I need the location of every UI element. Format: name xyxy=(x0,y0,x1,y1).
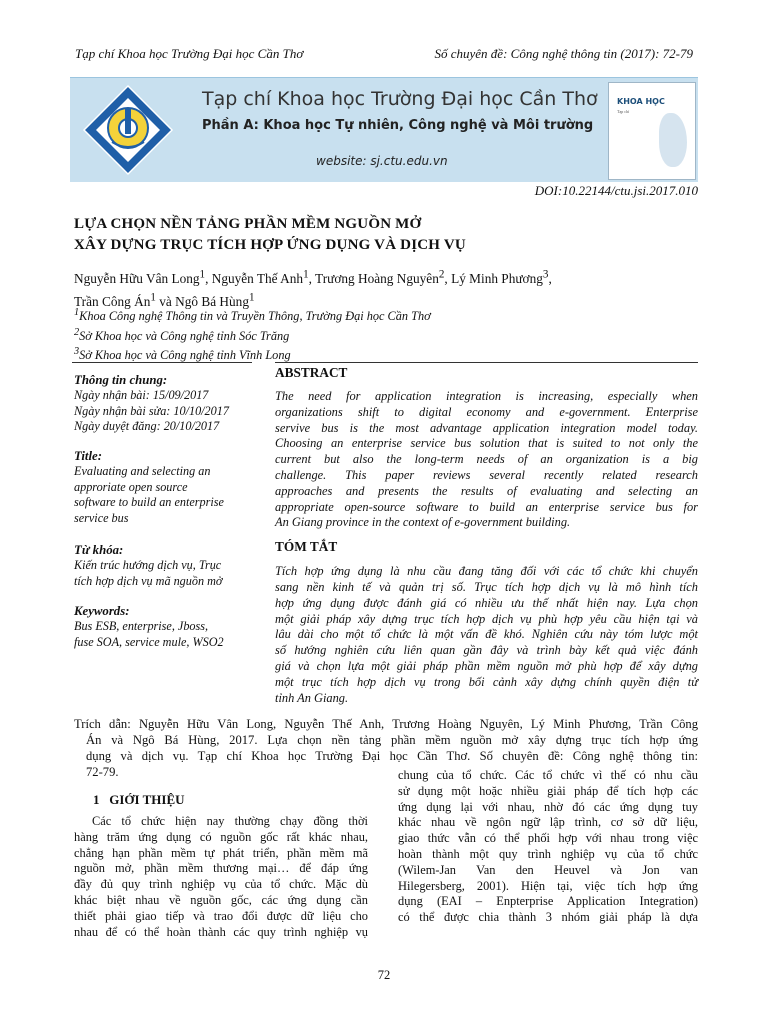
info-title-line: Evaluating and selecting an xyxy=(74,464,211,478)
body-column-left xyxy=(74,814,368,940)
abstract-line: current but also the long-term needs of an organization is a big xyxy=(275,452,698,467)
body-line: chung của tổ chức. Các tổ chức vì thế có nhu cầu xyxy=(398,768,698,782)
banner-title: Tạp chí Khoa học Trường Đại học Cần Thơ xyxy=(202,88,598,110)
body-line: nhau để có thể hoàn thành các quy trình nghiệp vụ xyxy=(74,924,368,939)
tomtat-line: số hướng nghiên cứu liên quan gần đây và trình bày kết quả việc đánh xyxy=(275,643,698,658)
page-number: 72 xyxy=(377,968,391,982)
body-line: ứng dụng lại với nhau, nhờ đó các ứng dụng tuy xyxy=(398,799,698,814)
doi: DOI:10.22144/ctu.jsi.2017.010 xyxy=(534,183,698,198)
citation-line: 72-79. xyxy=(86,765,119,779)
info-date: Ngày nhận bài sửa: 10/10/2017 xyxy=(74,403,229,418)
tomtat-line: lâu dài cho một tổ chức là một vấn đề khó. Nghiên cứu này tóm lược một xyxy=(275,627,698,642)
tomtat-body xyxy=(275,564,698,706)
abstract-line: An Giang province in the context of e-government building. xyxy=(275,515,571,530)
citation-line: dụng và dịch vụ. Tạp chí Khoa học Trường Đại học Cần Thơ. Số chuyên đề: Công nghệ thông tin: xyxy=(86,749,698,763)
info-date: Ngày nhận bài: 15/09/2017 xyxy=(74,388,209,402)
body-line: dụng (EAI – Enpterprise Application Integration) xyxy=(398,894,698,909)
abstract-line: challenge. This paper reviews several recently related research xyxy=(275,467,698,482)
body-line: khác nhau về ngôn ngữ lập trình, cơ sở dữ liệu, xyxy=(398,815,698,830)
cover-subtitle: Tạp chí xyxy=(617,109,630,114)
abstract-line: The need for application integration is increasing, especially when xyxy=(275,389,698,403)
divider xyxy=(72,362,252,363)
tomtat-heading: TÓM TẮT xyxy=(275,539,338,555)
affiliation: $^2$Sở Khoa học và Công nghệ tỉnh Sóc Trăng xyxy=(74,326,290,343)
body-line: nguồn mở, phần mềm thương mại… để đáp ứng xyxy=(74,861,368,876)
running-header-issue: Số chuyên đề: Công nghệ thông tin (2017): 72-79 xyxy=(434,46,693,61)
abstract-line: organizations shift to digital economy and e-government. Enterprise xyxy=(275,404,698,419)
body-line: có thể được chia thành 3 nhóm giải pháp là dựa xyxy=(398,910,698,925)
author: Trần Công $Án^1$ và xyxy=(74,291,176,309)
info-keywords-line: fuse SOA, service mule, WSO2 xyxy=(74,634,224,649)
paper-title xyxy=(74,214,466,256)
tomtat-line: sang nền kinh tế và quản trị số. Trục tích hợp dịch vụ là mô hình tích xyxy=(275,579,698,594)
paper-title-line: XÂY DỰNG TRỤC TÍCH HỢP ỨNG DỤNG VÀ DỊCH VỤ xyxy=(74,237,466,253)
citation-line: Trích dẫn: Nguyễn Hữu Vân Long, Nguyễn Thế Anh, Trương Hoàng Nguyên, Lý Minh Phương, Trần Công xyxy=(74,717,698,731)
info-tukhoa-line: Kiến trúc hướng dịch vụ, Trục xyxy=(74,558,222,572)
body-line: (Wilem-Jan Van den Heuvel và Jon van xyxy=(398,862,698,877)
info-tukhoa-heading: Từ khóa: xyxy=(74,543,124,557)
banner-website: website: sj.ctu.edu.vn xyxy=(316,154,448,168)
tomtat-line: hợp ứng dụng được đánh giá có nhiều ưu thế nhất hiện nay. Lựa chọn xyxy=(275,595,698,610)
body-line: hoàn thành một quy trình nghiệp vụ của tổ chức xyxy=(398,846,698,861)
tomtat-line: Tích hợp ứng dụng là nhu cầu đang tăng đối với các tổ chức khi chuyển xyxy=(275,564,698,579)
divider xyxy=(275,362,698,363)
paper-title-line: LỰA CHỌN NỀN TẢNG PHẦN MỀM NGUỒN MỞ xyxy=(74,216,422,232)
info-general-heading: Thông tin chung: xyxy=(74,373,168,387)
abstract-body xyxy=(275,389,698,531)
affiliation-list xyxy=(74,305,431,364)
abstract-line: approaches and presents the results of evaluating and selecting an xyxy=(275,483,698,498)
tomtat-line: giá và chọn lựa một giải pháp phần mềm nguồn mở phù hợp để xây dựng xyxy=(275,658,698,673)
info-keywords-heading: Keywords: xyxy=(74,604,130,618)
body-line: giao thức vẫn có thể phối hợp với nhau trong việc xyxy=(398,831,698,846)
author: Nguyễn Hữu Vân Long$^1$, xyxy=(74,269,212,287)
author: Trương Hoàng Nguyên$^2$, xyxy=(315,269,452,287)
abstract-heading: ABSTRACT xyxy=(275,365,348,380)
citation-line: Án và Ngô Bá Hùng, 2017. Lựa chọn nền tảng phần mềm nguồn mở xây dựng trục tích hợp ứng xyxy=(86,733,698,747)
info-date: Ngày duyệt đăng: 20/10/2017 xyxy=(74,419,220,433)
university-seal-icon xyxy=(82,84,174,176)
abstract-column xyxy=(275,365,698,706)
body-line: khác biệt nhau về nguồn gốc, các ứng dụng cần xyxy=(74,892,368,907)
body-line: thiết phải giao tiếp và trao đổi được dữ liệu cho xyxy=(74,908,368,923)
body-line: chẳng hạn phần mềm tự phát triển, phần mềm mã xyxy=(74,845,368,860)
body-column-right xyxy=(398,768,698,926)
running-header-journal: Tạp chí Khoa học Trường Đại học Cần Thơ xyxy=(75,46,304,61)
info-title-line: service bus xyxy=(74,510,129,525)
body-line: sử dụng một hoặc nhiều giải pháp để tích hợp các xyxy=(398,783,698,798)
banner-subtitle: Phần A: Khoa học Tự nhiên, Công nghệ và Môi trường xyxy=(202,118,594,133)
affiliation: $^1$Khoa Công nghệ Thông tin và Truyền Thông, Trường Đại học Cần Thơ xyxy=(74,307,431,324)
info-title-heading: Title: xyxy=(74,449,102,463)
info-keywords-line: Bus ESB, enterprise, Jboss, xyxy=(74,619,209,633)
abstract-line: appropriate open-source software to build an enterprise service bus for xyxy=(275,499,698,514)
body-line: Các tổ chức hiện nay thường chạy đồng thời xyxy=(92,814,368,828)
abstract-line: Choosing an enterprise service bus solution that is suited to not only the xyxy=(275,436,698,451)
info-title-line: approriate open source xyxy=(74,479,188,494)
tomtat-line: tỉnh An Giang. xyxy=(275,690,349,705)
author: Ngô Bá Hùng$^1$ xyxy=(175,291,255,309)
tomtat-line: một giải pháp xây dựng trục tích hợp dịch vụ phù hợp yêu cầu hiện tại và xyxy=(275,611,698,626)
map-icon xyxy=(659,113,687,167)
section-heading: 1 GIỚI THIỆU xyxy=(93,792,185,807)
info-title-line: software to build an enterprise xyxy=(74,495,224,509)
body-line: đầy đủ quy trình nghiệp vụ của tổ chức. Mặc dù xyxy=(74,877,368,892)
body-line: Hilegersberg, 2001). Hiện tại, việc tích hợp ứng xyxy=(398,878,698,893)
author: Nguyễn Thế Anh$^1$, xyxy=(211,269,316,287)
journal-banner xyxy=(70,77,698,182)
abstract-line: servive bus is the most advantage application integration model today. xyxy=(275,420,698,435)
affiliation: $^3$Sở Khoa học và Công nghệ tỉnh Vĩnh Long xyxy=(74,346,291,363)
journal-cover-thumbnail xyxy=(608,82,696,180)
info-tukhoa-line: tích hợp dịch vụ mã nguồn mở xyxy=(74,573,223,588)
body-line: hàng trăm ứng dụng có nguồn gốc rất khác nhau, xyxy=(74,829,368,844)
tomtat-line: một trục tích hợp dịch vụ trong bối cảnh xây dựng chính quyền điện tử xyxy=(275,674,698,689)
author: Lý Minh Phương$^3$, xyxy=(451,269,552,287)
cover-title: KHOA HỌC xyxy=(617,97,665,106)
